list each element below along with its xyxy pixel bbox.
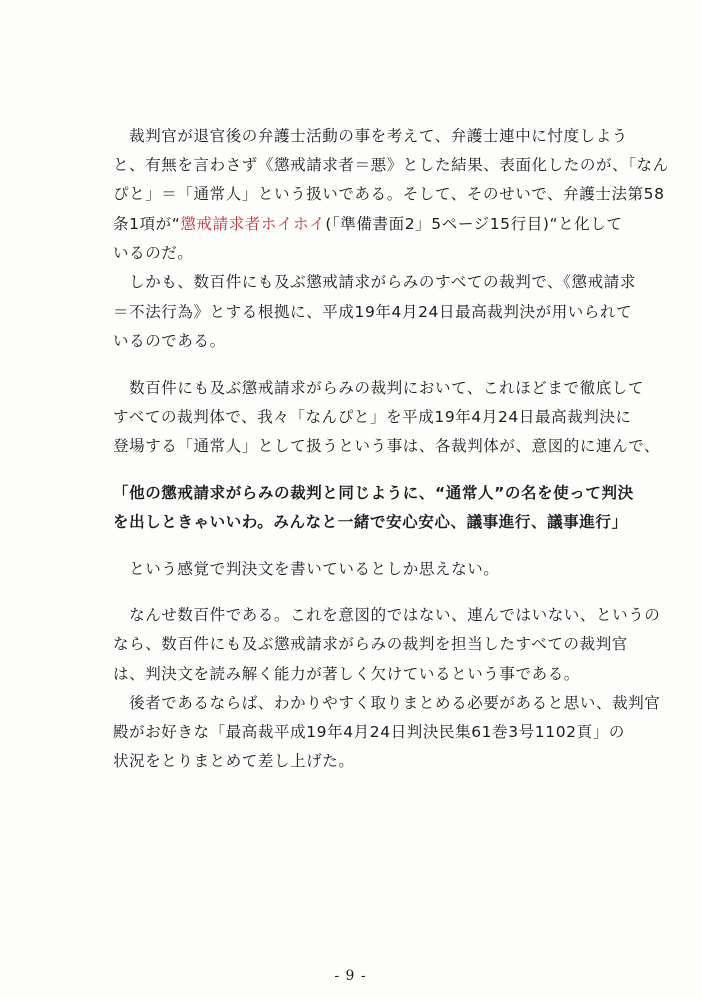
text-line-with-highlight (113, 214, 623, 234)
text-line: 数百件にも及ぶ懲戒請求がらみの裁判において、これほどまで徹底して (113, 379, 644, 397)
text-line: しかも、数百件にも及ぶ懲戒請求がらみのすべての裁判で、《懲戒請求 (113, 273, 636, 291)
text-line: 後者であるならば、わかりやすく取りまとめる必要があると思い、裁判官 (113, 694, 661, 712)
text-line: ぴと」＝「通常人」という扱いである。そして、そのせいで、弁護士法第58 (113, 185, 665, 203)
text-line: を出しときゃいいわ。みんなと一緒で安心安心、議事進行、議事進行」 (113, 513, 628, 531)
page-number: - 9 - (334, 968, 367, 984)
text-line: と、有無を言わさず《懲戒請求者＝悪》とした結果、表面化したのが、「なん (113, 156, 669, 174)
text-line: 「他の懲戒請求がらみの裁判と同じように、“通常人”の名を使って判決 (113, 484, 634, 502)
text-line: という感覚で判決文を書いているとしか思えない。 (113, 560, 500, 578)
text-line: 裁判官が退官後の弁護士活動の事を考えて、弁護士連中に忖度しよう (113, 127, 628, 145)
text-line: なんせ数百件である。これを意図的ではない、連んではいない、というの (113, 606, 661, 624)
highlighted-phrase: 懲戒請求者ホイホイ (180, 215, 326, 233)
text-line: 状況をとりまとめて差し上げた。 (113, 752, 355, 770)
text-line: ＝不法行為》とする根拠に、平成19年4月24日最高裁判決が用いられて (113, 303, 633, 321)
text-line: は、判決文を読み解く能力が著しく欠けているという事である。 (113, 665, 580, 683)
text-line: 殿がお好きな「最高裁平成19年4月24日判決民集61巻3号1102頁」の (113, 723, 625, 741)
text-span: (「準備書面2」5ページ15行目)“と化して (325, 215, 623, 233)
text-span: 条1項が“ (113, 215, 181, 233)
text-line: 登場する「通常人」として扱うという事は、各裁判体が、意図的に連んで、 (113, 437, 661, 455)
text-line: いるのである。 (113, 332, 226, 350)
text-line: すべての裁判体で、我々「なんぴと」を平成19年4月24日最高裁判決に (113, 408, 632, 426)
text-line: なら、数百件にも及ぶ懲戒請求がらみの裁判を担当したすべての裁判官 (113, 635, 628, 653)
text-line: いるのだ。 (113, 244, 194, 262)
